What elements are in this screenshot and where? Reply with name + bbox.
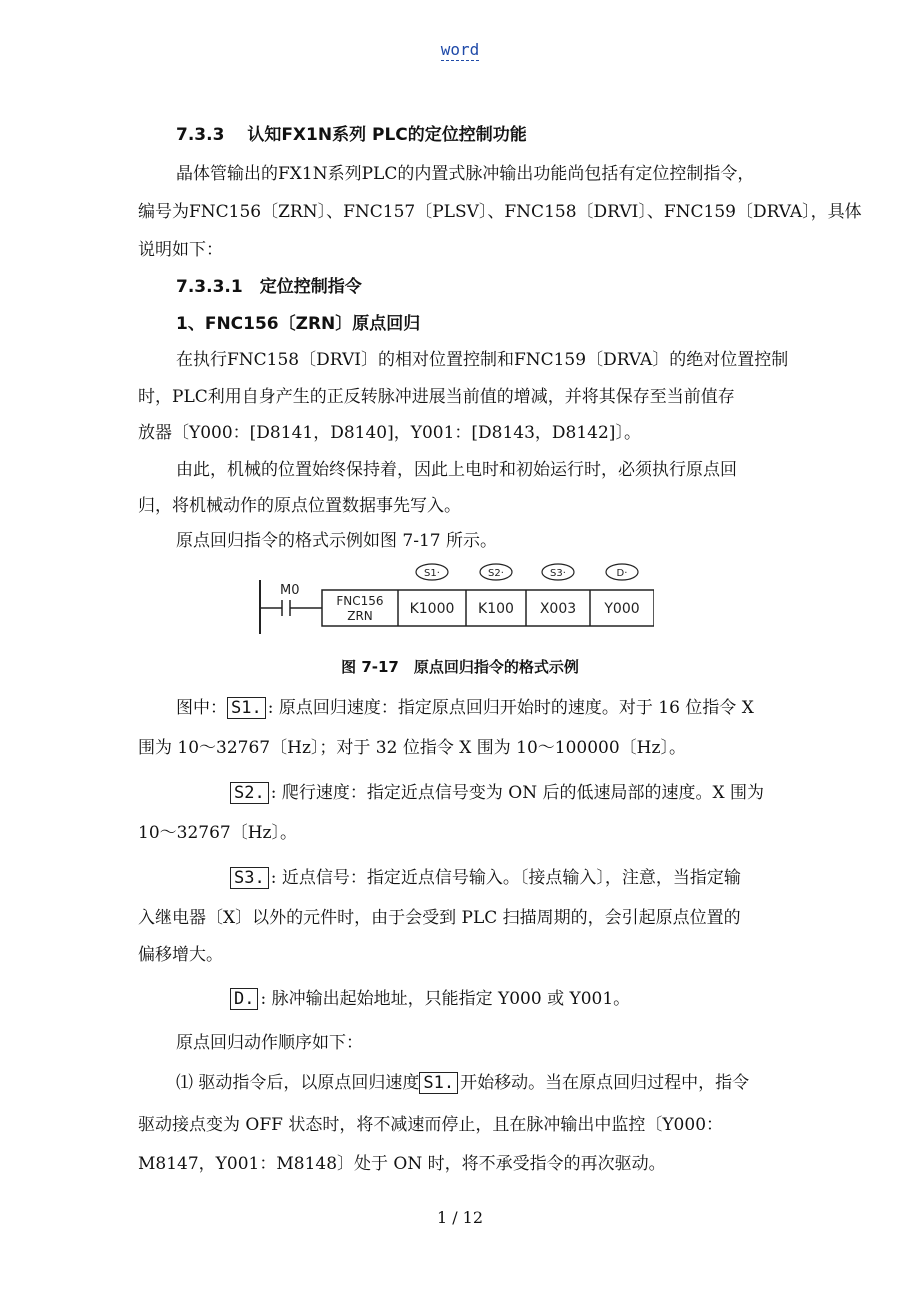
cell-s1: K1000 xyxy=(409,601,455,617)
para3: 原点回归指令的格式示例如图 7-17 所示。 xyxy=(176,531,497,551)
desc-s1-line-2: 围为 10～32767〔Hz〕；对于 32 位指令 X 围为 10～100000〔Hz〕。 xyxy=(138,738,686,758)
desc-s3-text: : 近点信号：指定近点信号输入。〔接点输入〕，注意，当指定输 xyxy=(270,868,741,888)
item-title: 1、FNC156〔ZRN〕原点回归 xyxy=(176,314,421,334)
desc-d-text: : 脉冲输出起始地址，只能指定 Y000 或 Y001。 xyxy=(260,989,631,1009)
intro-line-3: 说明如下： xyxy=(138,240,223,260)
desc-s3-line-3: 偏移增大。 xyxy=(138,945,223,965)
operand-s1: S1· xyxy=(424,568,440,579)
para1-line-2: 时，PLC利用自身产生的正反转脉冲进展当前值的增减，并将其保存至当前值存 xyxy=(138,387,735,407)
section-title: 7.3.3 认知FX1N系列 PLC的定位控制功能 xyxy=(176,125,527,145)
desc-s2-text: : 爬行速度：指定近点信号变为 ON 后的低速局部的速度。X 围为 xyxy=(270,783,764,803)
cell-zrn: ZRN xyxy=(347,609,373,623)
step1-rest: 开始移动。当在原点回归过程中，指令 xyxy=(460,1073,750,1093)
cell-d: Y000 xyxy=(604,601,640,617)
cell-s3: X003 xyxy=(539,601,577,617)
ladder-diagram-svg xyxy=(254,562,654,638)
desc-s1-text: : 原点回归速度：指定原点回归开始时的速度。对于 16 位指令 X xyxy=(267,698,754,718)
step1-prefix: ⑴ 驱动指令后，以原点回归速度 xyxy=(176,1073,420,1093)
para1-line-3: 放器〔Y000：[D8141，D8140]，Y001：[D8143，D8142]〕。 xyxy=(138,423,641,443)
s3-operand-box: S3. xyxy=(230,867,269,889)
subsection-title: 7.3.3.1 定位控制指令 xyxy=(176,277,362,297)
page-number: 1 / 12 xyxy=(436,1208,484,1227)
desc-s1-prefix: 图中： xyxy=(176,698,227,718)
s2-operand-box: S2. xyxy=(230,782,269,804)
cell-fnc: FNC156 xyxy=(336,594,384,608)
header-link-text[interactable]: word xyxy=(440,40,480,59)
para2-line-1: 由此，机械的位置始终保持着，因此上电时和初始运行时，必须执行原点回 xyxy=(176,460,737,480)
operand-s2: S2· xyxy=(488,568,504,579)
cell-s2: K100 xyxy=(478,601,514,617)
step1-s1-box: S1. xyxy=(419,1072,458,1094)
desc-s3-line-1 xyxy=(230,867,741,889)
step1-line-3: M8147，Y001：M8148〕处于 ON 时，将不承受指令的再次驱动。 xyxy=(138,1154,666,1174)
d-operand-box: D. xyxy=(230,988,258,1010)
contact-label: M0 xyxy=(280,583,300,598)
intro-line-2: 编号为FNC156〔ZRN〕、FNC157〔PLSV〕、FNC158〔DRVI〕、FNC159〔DRVA〕，具体 xyxy=(138,202,862,222)
desc-s3-line-2: 入继电器〔X〕以外的元件时，由于会受到 PLC 扫描周期的，会引起原点位置的 xyxy=(138,908,741,928)
header-word-link[interactable] xyxy=(0,40,920,59)
para1-line-1: 在执行FNC158〔DRVI〕的相对位置控制和FNC159〔DRVA〕的绝对位置控制 xyxy=(176,350,789,370)
para2-line-2: 归，将机械动作的原点位置数据事先写入。 xyxy=(138,496,461,516)
intro-line-1: 晶体管输出的FX1N系列PLC的内置式脉冲输出功能尚包括有定位控制指令， xyxy=(176,164,755,184)
ladder-figure xyxy=(254,562,654,638)
operand-d: D· xyxy=(616,568,628,579)
desc-s2-line-1 xyxy=(230,782,764,804)
sequence-intro: 原点回归动作顺序如下： xyxy=(176,1033,363,1053)
figure-caption: 图 7-17 原点回归指令的格式示例 xyxy=(341,658,579,676)
step1-line-1 xyxy=(176,1072,749,1094)
operand-s3: S3· xyxy=(550,568,566,579)
desc-s1-line-1 xyxy=(176,697,754,719)
step1-line-2: 驱动接点变为 OFF 状态时，将不减速而停止，且在脉冲输出中监控〔Y000： xyxy=(138,1115,724,1135)
s1-operand-box: S1. xyxy=(227,697,266,719)
desc-d-line-1 xyxy=(230,988,630,1010)
desc-s2-line-2: 10～32767〔Hz〕。 xyxy=(138,823,297,843)
